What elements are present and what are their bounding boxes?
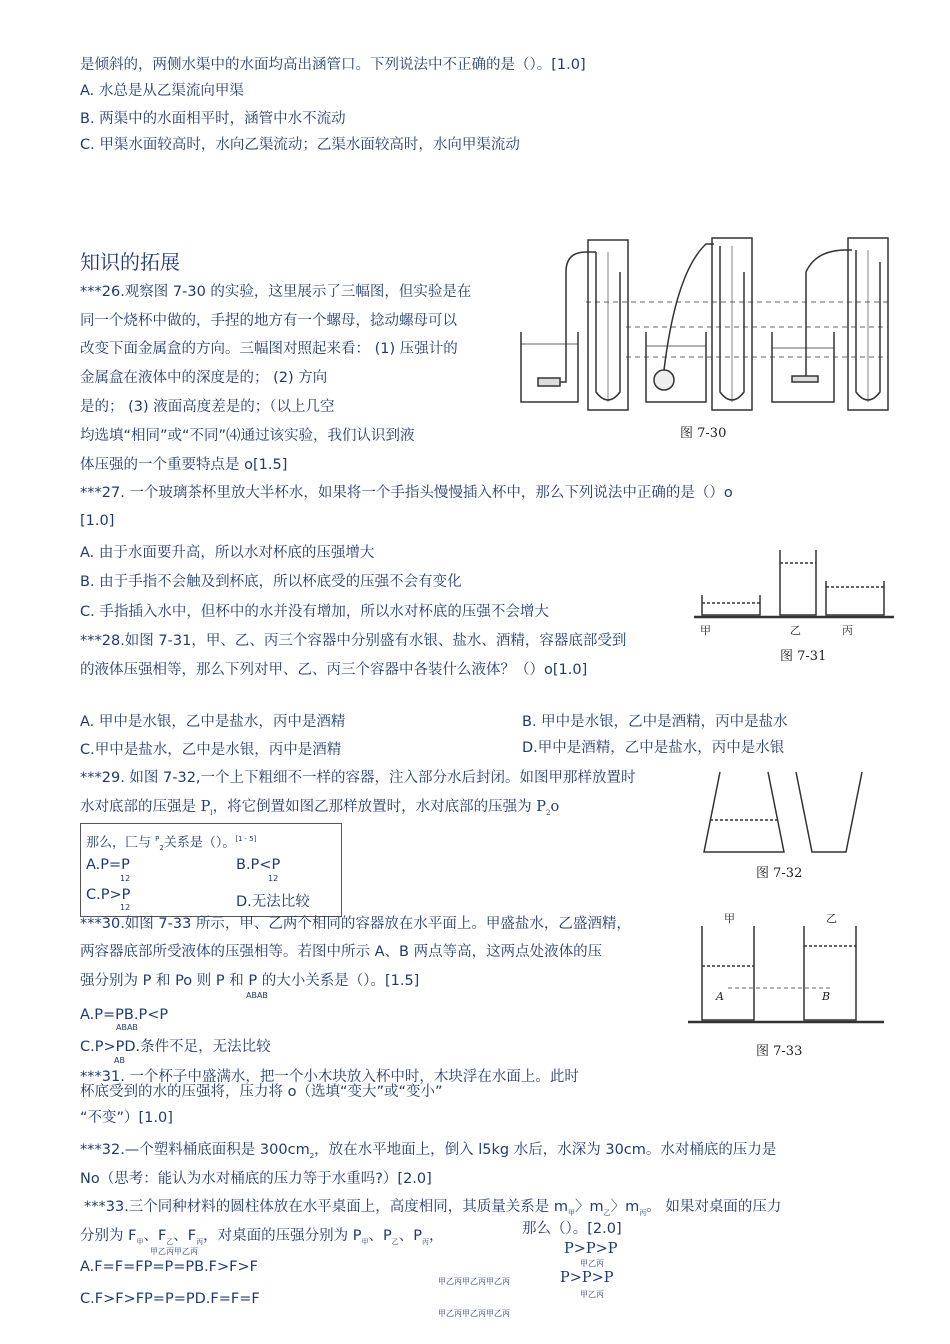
q29-option-b: B.P<P [236,857,281,873]
figure-7-31-caption: 图 7-31 [780,649,827,664]
q33-option-ab: A.F=F=FP=P=PB.F>F>F [80,1259,259,1275]
q26-line-3: 改变下面金属盒的方向。三幅图对照起来看： (1) 压强计的 [80,341,458,357]
q28-option-a: A. 甲中是水银，乙中是盐水，丙中是酒精 [80,714,346,730]
q29-option-a-sub: 12 [120,874,131,883]
q31-line-3: “不变”）[1.0] [80,1110,173,1126]
q29-line-2: 水对底部的压强是 $P_l$，将它倒置如图乙那样放置时，水对底部的压强为 $P_2o$ [80,799,560,817]
q27-option-b: B. 由于手指不会触及到杯底，所以杯底受的压强不会有变化 [80,574,462,590]
q29-line-3: 那么，匚与 $^P_2$关系是（）。[1 · 5] [86,835,257,852]
q33-sub-row6: 甲乙丙 [580,1290,604,1299]
q31-line-2: 杯底受到的水的压强将，压力将 o（选填“变大”或“变小” [80,1084,443,1100]
q28-option-d: D.甲中是酒精，乙中是盐水，丙中是水银 [522,740,785,756]
section-title: 知识的拓展 [80,250,180,274]
q29-option-b-sub: 12 [268,874,279,883]
q29-option-c: C.P>P [86,887,131,903]
q33-sub-row2: 甲乙丙甲乙丙甲乙丙 [438,1277,510,1286]
q28-line-1: ***28.如图 7-31，甲、乙、丙三个容器中分别盛有水银、盐水、酒精，容器底部受到 [80,633,627,649]
q30-line-3: 强分别为 P 和 Po 则 P 和 P 的大小关系是（）。[1.5] [80,973,420,989]
q25-option-a: A. 水总是从乙渠流向甲渠 [80,83,244,99]
figure-7-32 [700,770,870,856]
q33-line-1: ***33.三个同种材料的圆柱体放在水平桌面上，高度相同，其质量关系是 $m_甲$〉$m_乙$〉$m_丙$。 如果对桌面的压力 [84,1199,782,1217]
figure-7-33-label-b: B [822,990,831,1003]
q26-line-7: 体压强的一个重要特点是 o[1.5] [80,457,288,473]
figure-7-33-caption: 图 7-33 [756,1044,803,1059]
q27-line-2: [1.0] [80,513,115,529]
q30-line-2: 两容器底部所受液体的压强相等。若图中所示 A、B 两点等高，这两点处液体的压 [80,944,603,960]
q27-option-c: C. 手指插入水中，但杯中的水并没有增加，所以水对杯底的压强不会增大 [80,604,549,620]
q33-option-cd: C.F>F>FP=P=PD.F=F=F [80,1291,260,1307]
q28-option-c: C.甲中是盐水，乙中是水银，丙中是酒精 [80,742,342,758]
q26-line-2: 同一个烧杯中做的，手捏的地方有一个螺母，捻动螺母可以 [80,313,457,329]
q29-option-d: D.无法比较 [236,894,310,910]
q33-pressure-relation-1: P>P>P [564,1241,618,1257]
q26-line-5: 是的； (3) 液面高度差是的；（以上几空 [80,399,335,415]
q30-option-ab: A.P=PB.P<P [80,1007,169,1023]
q25-option-b: B. 两渠中的水面相平时，涵管中水不流动 [80,111,346,127]
q26-line-1: ***26.观察图 7-30 的实验，这里展示了三幅图，但实验是在 [80,284,472,300]
figure-7-31-label-yi: 乙 [790,624,801,637]
q33-sub-row1: 甲乙丙甲乙丙 [150,1247,198,1256]
figure-7-32-caption: 图 7-32 [756,866,803,881]
q29-line-1: ***29. 如图 7-32,一个上下粗细不一样的容器，注入部分水后封闭。如图甲那样放置时 [80,770,636,786]
q29-option-c-sub: 12 [120,903,131,912]
q30-option-cd-sub: AB [114,1056,125,1065]
q26-line-4: 金属盒在液体中的深度是的； (2) 方向 [80,370,328,386]
q33-pressure-relation-2: P>P>P [560,1270,614,1286]
q25-option-c: C. 甲渠水面较高时，水向乙渠流动；乙渠水面较高时，水向甲渠流动 [80,137,520,153]
q30-line-1: ***30.如图 7-33 所示，甲、乙两个相同的容器放在水平面上。甲盛盐水，乙盛酒精， [80,916,631,932]
q32-line-2: No（思考：能认为水对桶底的压力等于水重吗?）[2.0] [80,1171,432,1187]
q30-option-ab-sub: ABAB [116,1023,138,1032]
figure-7-33-label-jia: 甲 [724,912,735,925]
q33-then: 那么（）。[2.0] [522,1221,622,1237]
q30-line-3-sub: ABAB [246,991,268,1000]
q33-sub-row3: 甲乙丙甲乙丙甲乙丙 [438,1309,510,1318]
q31-line-1: ***31. 一个杯子中盛满水，把一个小木块放入杯中时，木块浮在水面上。此时 [80,1069,579,1085]
q28-option-b: B. 甲中是水银，乙中是酒精，丙中是盐水 [522,714,788,730]
figure-7-30-caption: 图 7-30 [680,426,727,441]
figure-7-33-label-yi: 乙 [826,912,837,925]
q29-option-a: A.P=P [86,857,130,873]
q32-line-1: ***32.—个塑料桶底面积是 $300cm_2$，放在水平地面上，倒入 l5kg 水后，水深为 30cm。水对桶底的压力是 [80,1142,777,1160]
q33-line-2: 分别为 $F_甲$、$F_乙$、$F_丙$，对桌面的压强分别为 $P_甲$、$P_乙$、$P_丙$， [80,1228,444,1246]
q33-sub-row5: 甲乙丙 [580,1259,604,1268]
q27-line-1: ***27. 一个玻璃茶杯里放大半杯水，如果将一个手指头慢慢插入杯中，那么下列说法中正确的是（）o [80,485,733,501]
figure-7-33-label-a: A [716,990,724,1003]
figure-7-33 [688,918,888,1028]
q30-option-cd: C.P>PD.条件不足，无法比较 [80,1039,271,1055]
q27-option-a: A. 由于水面要升高，所以水对杯底的压强增大 [80,545,375,561]
q26-line-6: 均选填“相同”或“不同”⑷通过该实验，我们认识到液 [80,428,415,444]
figure-7-30 [516,232,896,414]
figure-7-31-label-jia: 甲 [700,624,711,637]
figure-7-31-label-bing: 丙 [842,624,853,637]
q28-line-2: 的液体压强相等，那么下列对甲、乙、丙三个容器中各装什么液体？（）o[1.0] [80,662,588,678]
q25-stem: 是倾斜的，两侧水渠中的水面均高出涵管口。下列说法中不正确的是（）。[1.0] [80,57,586,73]
